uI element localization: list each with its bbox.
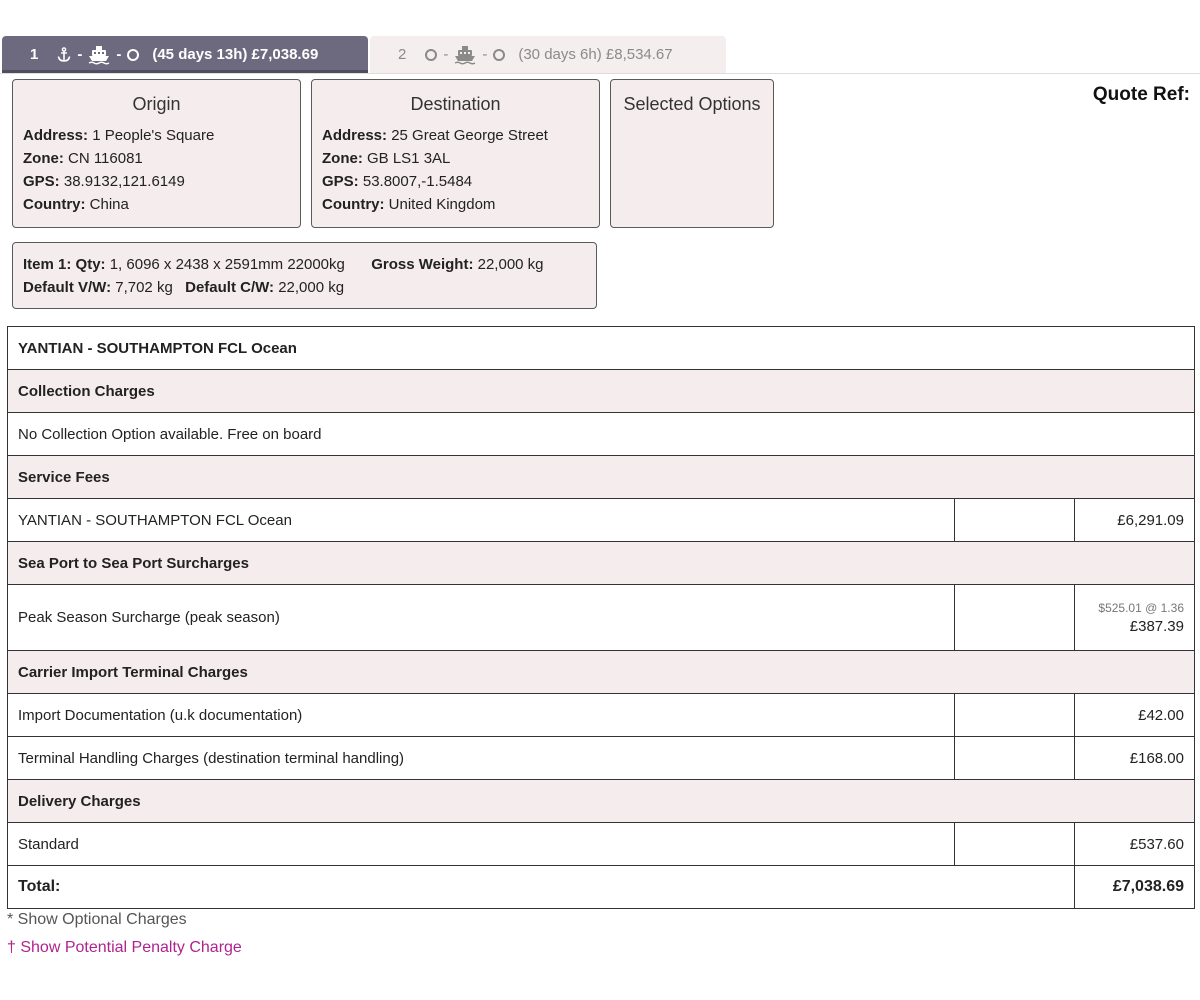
destination-title: Destination [410, 94, 501, 114]
charge-amount: £42.00 [1075, 694, 1195, 737]
origin-zone: Zone: CN 116081 [23, 150, 143, 167]
tab-separator: - [116, 46, 122, 63]
total-label: Total: [8, 866, 1075, 909]
item-summary-panel [12, 242, 597, 309]
circle-icon [493, 49, 505, 61]
quote-tabs [0, 0, 1200, 74]
show-penalty-charge-link[interactable]: † Show Potential Penalty Charge [7, 939, 242, 956]
table-row [8, 456, 1195, 499]
table-row [8, 327, 1195, 370]
service-fees-header: Service Fees [8, 456, 1195, 499]
destination-country: Country: United Kingdom [322, 196, 496, 213]
tab-summary: (30 days 6h) £8,534.67 [518, 46, 673, 63]
destination-zone: Zone: GB LS1 3AL [322, 150, 451, 167]
origin-gps: GPS: 38.9132,121.6149 [23, 173, 185, 190]
route-title: YANTIAN - SOUTHAMPTON FCL Ocean [8, 327, 1195, 370]
table-row [8, 413, 1195, 456]
tab-separator: - [482, 46, 488, 63]
destination-gps: GPS: 53.8007,-1.5484 [322, 173, 473, 190]
weight-line: Default V/W: 7,702 kg Default C/W: 22,000 kg [23, 279, 345, 296]
charge-description: Standard [8, 823, 955, 866]
table-row [8, 499, 1195, 542]
selected-options-panel [610, 79, 774, 228]
tab-quote-1[interactable] [2, 36, 368, 73]
destination-address: Address: 25 Great George Street [322, 127, 548, 144]
table-row [8, 370, 1195, 413]
quote-ref-label: Quote Ref: [1092, 84, 1190, 105]
selected-options-title: Selected Options [623, 94, 761, 114]
origin-title: Origin [132, 94, 181, 114]
table-row [8, 823, 1195, 866]
show-optional-charges-link[interactable]: * Show Optional Charges [7, 911, 187, 928]
charge-description: YANTIAN - SOUTHAMPTON FCL Ocean [8, 499, 955, 542]
ship-icon [454, 45, 476, 65]
sea-port-surcharges-header: Sea Port to Sea Port Surcharges [8, 542, 1195, 585]
table-row [8, 651, 1195, 694]
charge-amount: £537.60 [1075, 823, 1195, 866]
table-row [8, 542, 1195, 585]
circle-icon [425, 49, 437, 61]
table-row [8, 780, 1195, 823]
item-line: Item 1: Qty: 1, 6096 x 2438 x 2591mm 22000kg Gross Weight: 22,000 kg [23, 256, 544, 273]
circle-icon [127, 49, 139, 61]
import-terminal-header: Carrier Import Terminal Charges [8, 651, 1195, 694]
tab-summary: (45 days 13h) £7,038.69 [152, 46, 319, 63]
table-row [8, 737, 1195, 780]
charge-amount-cell [1075, 585, 1195, 651]
tab-separator: - [77, 46, 83, 63]
origin-country: Country: China [23, 196, 129, 213]
charge-extra-cell [955, 737, 1075, 780]
destination-panel [311, 79, 600, 228]
tab-number: 2 [398, 46, 407, 63]
charge-amount: £168.00 [1075, 737, 1195, 780]
table-row [8, 585, 1195, 651]
collection-note: No Collection Option available. Free on board [8, 413, 1195, 456]
charge-extra-cell [955, 585, 1075, 651]
origin-address: Address: 1 People's Square [23, 127, 215, 144]
charge-extra-cell [955, 823, 1075, 866]
tab-number: 1 [30, 46, 39, 63]
charge-description: Peak Season Surcharge (peak season) [8, 585, 955, 651]
fx-conversion: $525.01 @ 1.36 [1098, 600, 1184, 615]
origin-panel [12, 79, 301, 228]
ship-icon [88, 45, 110, 65]
charges-table [7, 326, 1195, 909]
tab-quote-2[interactable] [370, 36, 726, 73]
charge-description: Import Documentation (u.k documentation) [8, 694, 955, 737]
table-row [8, 694, 1195, 737]
charge-extra-cell [955, 694, 1075, 737]
charge-amount: £387.39 [1129, 617, 1184, 635]
table-row [8, 866, 1195, 909]
charge-description: Terminal Handling Charges (destination terminal handling) [8, 737, 955, 780]
delivery-charges-header: Delivery Charges [8, 780, 1195, 823]
collection-charges-header: Collection Charges [8, 370, 1195, 413]
charge-extra-cell [955, 499, 1075, 542]
charge-amount: £6,291.09 [1075, 499, 1195, 542]
anchor-icon [57, 47, 71, 63]
total-amount: £7,038.69 [1075, 866, 1195, 909]
tab-separator: - [443, 46, 449, 63]
